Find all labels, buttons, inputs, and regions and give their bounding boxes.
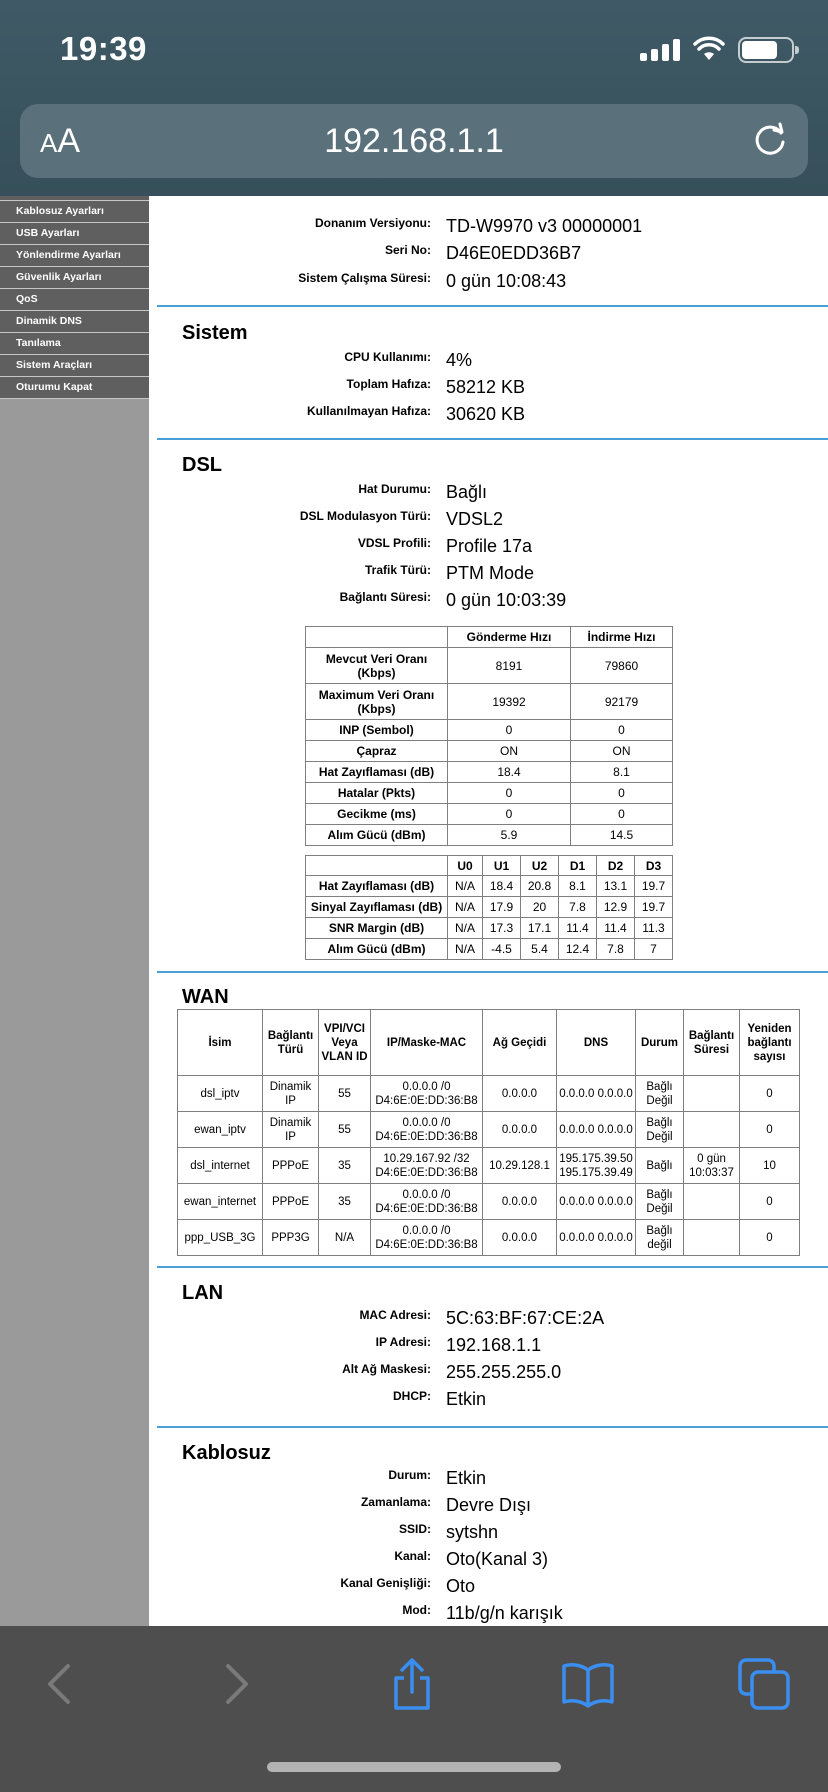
table-cell: 20.8 bbox=[521, 876, 559, 897]
tabs-icon[interactable] bbox=[734, 1654, 794, 1714]
dsl-bands-table bbox=[305, 855, 673, 960]
row-header: INP (Sembol) bbox=[306, 720, 448, 741]
system-row-cpu bbox=[149, 350, 828, 376]
table-cell: 10 bbox=[740, 1148, 800, 1184]
table-cell: N/A bbox=[448, 918, 483, 939]
table-cell: 8.1 bbox=[571, 762, 673, 783]
table-header: U1 bbox=[483, 856, 521, 876]
section-divider bbox=[157, 305, 828, 307]
table-cell: ewan_iptv bbox=[178, 1112, 263, 1148]
table-cell: 0.0.0.0 /0 D4:6E:0E:DD:36:B8 bbox=[371, 1076, 483, 1112]
row-header: Maximum Veri Oranı (Kbps) bbox=[306, 684, 448, 720]
table-cell: 17.3 bbox=[483, 918, 521, 939]
row-value: Oto bbox=[446, 1576, 476, 1596]
row-header: Hatalar (Pkts) bbox=[306, 783, 448, 804]
wireless-row-schedule bbox=[149, 1495, 828, 1521]
bookmarks-icon[interactable] bbox=[558, 1654, 618, 1714]
table-cell: 12.4 bbox=[559, 939, 597, 960]
table-cell: 19.7 bbox=[635, 876, 673, 897]
back-icon[interactable] bbox=[30, 1654, 90, 1714]
table-header: İsim bbox=[178, 1010, 263, 1076]
row-value: 192.168.1.1 bbox=[446, 1335, 542, 1355]
table-cell: 0.0.0.0 bbox=[483, 1220, 557, 1256]
sidebar-item-usb[interactable]: USB Ayarları bbox=[0, 223, 149, 245]
table-row bbox=[306, 783, 673, 804]
section-divider bbox=[157, 971, 828, 973]
table-cell bbox=[684, 1184, 740, 1220]
forward-icon[interactable] bbox=[206, 1654, 266, 1714]
table-cell: 0 bbox=[740, 1112, 800, 1148]
row-value: Profile 17a bbox=[446, 536, 533, 556]
table-cell: 7 bbox=[635, 939, 673, 960]
table-row bbox=[306, 918, 673, 939]
table-cell: Bağlı değil bbox=[636, 1220, 684, 1256]
table-cell: 0.0.0.0 /0 D4:6E:0E:DD:36:B8 bbox=[371, 1184, 483, 1220]
table-cell: 0 bbox=[740, 1076, 800, 1112]
row-header: Hat Zayıflaması (dB) bbox=[306, 876, 448, 897]
row-header: Mevcut Veri Oranı (Kbps) bbox=[306, 648, 448, 684]
row-value: Etkin bbox=[446, 1389, 487, 1409]
table-cell: 12.9 bbox=[597, 897, 635, 918]
table-header: DNS bbox=[557, 1010, 636, 1076]
row-value: Etkin bbox=[446, 1468, 487, 1488]
row-label: Trafik Türü: bbox=[364, 563, 431, 577]
row-value: D46E0EDD36B7 bbox=[446, 243, 582, 263]
row-label: Durum: bbox=[388, 1468, 431, 1482]
table-cell: 5.9 bbox=[448, 825, 571, 846]
table-cell: 5.4 bbox=[521, 939, 559, 960]
table-cell: 0 bbox=[740, 1184, 800, 1220]
text-size-button[interactable]: AA bbox=[40, 122, 81, 160]
row-value: Bağlı bbox=[446, 482, 488, 502]
table-cell: 0 gün 10:03:37 bbox=[684, 1148, 740, 1184]
table-cell: 17.1 bbox=[521, 918, 559, 939]
table-cell: 13.1 bbox=[597, 876, 635, 897]
row-header: Gecikme (ms) bbox=[306, 804, 448, 825]
section-divider bbox=[157, 438, 828, 440]
row-value: 255.255.255.0 bbox=[446, 1362, 562, 1382]
row-value: Devre Dışı bbox=[446, 1495, 532, 1515]
section-divider bbox=[157, 1426, 828, 1428]
row-label: MAC Adresi: bbox=[359, 1308, 431, 1322]
row-value: 5C:63:BF:67:CE:2A bbox=[446, 1308, 605, 1328]
url-text[interactable]: 192.168.1.1 bbox=[324, 122, 504, 160]
row-header: Çapraz bbox=[306, 741, 448, 762]
table-cell bbox=[684, 1076, 740, 1112]
row-value: 58212 KB bbox=[446, 377, 526, 397]
table-cell: 92179 bbox=[571, 684, 673, 720]
table-cell: dsl_iptv bbox=[178, 1076, 263, 1112]
table-cell: Bağlı Değil bbox=[636, 1184, 684, 1220]
dsl-row-line-status bbox=[149, 482, 828, 508]
system-row-total-memory bbox=[149, 377, 828, 403]
row-header: Alım Gücü (dBm) bbox=[306, 825, 448, 846]
table-header: Yeniden bağlantı sayısı bbox=[740, 1010, 800, 1076]
table-header: Gönderme Hızı bbox=[448, 627, 571, 648]
wireless-row-channel-width bbox=[149, 1576, 828, 1602]
table-row bbox=[306, 939, 673, 960]
lan-row-subnet bbox=[149, 1362, 828, 1388]
table-cell: ON bbox=[571, 741, 673, 762]
table-header: Bağlantı Süresi bbox=[684, 1010, 740, 1076]
reload-icon[interactable] bbox=[750, 120, 790, 160]
section-divider bbox=[157, 1266, 828, 1268]
sidebar-item-qos[interactable]: QoS bbox=[0, 289, 149, 311]
table-cell: PPPoE bbox=[263, 1184, 319, 1220]
table-cell: 55 bbox=[319, 1076, 371, 1112]
row-label: Kanal Genişliği: bbox=[340, 1576, 431, 1590]
table-cell: 19.7 bbox=[635, 897, 673, 918]
device-row-serial bbox=[149, 243, 828, 269]
table-row bbox=[306, 897, 673, 918]
dsl-row-duration bbox=[149, 590, 828, 616]
lan-row-ip bbox=[149, 1335, 828, 1361]
row-header: Alım Gücü (dBm) bbox=[306, 939, 448, 960]
status-time: 19:39 bbox=[60, 30, 147, 67]
row-value: 11b/g/n karışık bbox=[446, 1603, 563, 1623]
sidebar-item-diagnostics[interactable]: Tanılama bbox=[0, 333, 149, 355]
table-cell: 0.0.0.0 bbox=[483, 1076, 557, 1112]
share-icon[interactable] bbox=[382, 1654, 442, 1714]
table-cell: 0 bbox=[740, 1220, 800, 1256]
table-row bbox=[178, 1148, 800, 1184]
table-cell: 11.3 bbox=[635, 918, 673, 939]
table-header: VPI/VCI Veya VLAN ID bbox=[319, 1010, 371, 1076]
table-cell: PPPoE bbox=[263, 1148, 319, 1184]
table-cell: 7.8 bbox=[559, 897, 597, 918]
table-row bbox=[306, 876, 673, 897]
table-cell: 195.175.39.50 195.175.39.49 bbox=[557, 1148, 636, 1184]
dsl-stats-table bbox=[305, 626, 673, 846]
table-cell: ewan_internet bbox=[178, 1184, 263, 1220]
table-cell: ON bbox=[448, 741, 571, 762]
table-cell: 18.4 bbox=[448, 762, 571, 783]
sidebar-item-ddns[interactable]: Dinamik DNS bbox=[0, 311, 149, 333]
row-label: Mod: bbox=[402, 1603, 431, 1617]
table-row bbox=[306, 762, 673, 783]
row-label: Kanal: bbox=[394, 1549, 431, 1563]
table-cell: 0.0.0.0 /0 D4:6E:0E:DD:36:B8 bbox=[371, 1112, 483, 1148]
sidebar-item-wireless[interactable]: Kablosuz Ayarları bbox=[0, 201, 149, 223]
sidebar-item-security[interactable]: Güvenlik Ayarları bbox=[0, 267, 149, 289]
table-cell: 0.0.0.0 0.0.0.0 bbox=[557, 1112, 636, 1148]
table-cell: 8.1 bbox=[559, 876, 597, 897]
row-label: VDSL Profili: bbox=[357, 536, 431, 550]
table-row bbox=[306, 804, 673, 825]
address-bar[interactable] bbox=[20, 104, 808, 178]
table-header: D1 bbox=[559, 856, 597, 876]
row-header: Sinyal Zayıflaması (dB) bbox=[306, 897, 448, 918]
row-value: VDSL2 bbox=[446, 509, 504, 529]
table-cell: 10.29.167.92 /32 D4:6E:0E:DD:36:B8 bbox=[371, 1148, 483, 1184]
table-row bbox=[306, 648, 673, 684]
row-label: DSL Modulasyon Türü: bbox=[299, 509, 431, 523]
table-header bbox=[306, 627, 448, 648]
row-value: 4% bbox=[446, 350, 473, 370]
table-cell: 8191 bbox=[448, 648, 571, 684]
table-header bbox=[306, 856, 448, 876]
row-value: 0 gün 10:03:39 bbox=[446, 590, 567, 610]
row-label: Toplam Hafıza: bbox=[346, 377, 431, 391]
table-cell: N/A bbox=[448, 939, 483, 960]
row-label: Sistem Çalışma Süresi: bbox=[298, 271, 431, 285]
row-label: Seri No: bbox=[384, 243, 431, 257]
device-row-uptime bbox=[149, 271, 828, 297]
wireless-row-channel bbox=[149, 1549, 828, 1575]
wireless-row-status bbox=[149, 1468, 828, 1494]
row-value: Oto(Kanal 3) bbox=[446, 1549, 549, 1569]
table-cell: 35 bbox=[319, 1184, 371, 1220]
table-row bbox=[306, 825, 673, 846]
row-label: Hat Durumu: bbox=[358, 482, 431, 496]
browser-top-bar bbox=[0, 0, 828, 196]
table-cell: 11.4 bbox=[559, 918, 597, 939]
status-page-content bbox=[149, 186, 828, 1626]
status-icons bbox=[640, 37, 794, 63]
table-cell: 11.4 bbox=[597, 918, 635, 939]
row-value: TD-W9970 v3 00000001 bbox=[446, 216, 643, 236]
dsl-row-traffic bbox=[149, 563, 828, 589]
row-value: 30620 KB bbox=[446, 404, 526, 424]
table-cell: PPP3G bbox=[263, 1220, 319, 1256]
section-title-dsl: DSL bbox=[182, 454, 222, 476]
section-title-wan: WAN bbox=[182, 986, 229, 1008]
wifi-icon bbox=[694, 38, 724, 62]
row-header: Hat Zayıflaması (dB) bbox=[306, 762, 448, 783]
table-row bbox=[306, 684, 673, 720]
table-cell: 0 bbox=[571, 720, 673, 741]
table-cell: dsl_internet bbox=[178, 1148, 263, 1184]
table-header: IP/Maske-MAC bbox=[371, 1010, 483, 1076]
row-label: Zamanlama: bbox=[360, 1495, 431, 1509]
table-cell: 7.8 bbox=[597, 939, 635, 960]
section-title-lan: LAN bbox=[182, 1282, 224, 1304]
table-cell: 19392 bbox=[448, 684, 571, 720]
dsl-row-profile bbox=[149, 536, 828, 562]
table-row bbox=[178, 1112, 800, 1148]
table-cell: 17.9 bbox=[483, 897, 521, 918]
section-title-wireless: Kablosuz bbox=[182, 1442, 271, 1464]
table-cell: 0.0.0.0 0.0.0.0 bbox=[557, 1220, 636, 1256]
row-value: sytshn bbox=[446, 1522, 499, 1542]
row-label: DHCP: bbox=[393, 1389, 431, 1403]
table-cell: 0 bbox=[571, 783, 673, 804]
table-cell: N/A bbox=[448, 876, 483, 897]
table-row bbox=[178, 1184, 800, 1220]
table-cell: 0.0.0.0 0.0.0.0 bbox=[557, 1076, 636, 1112]
lan-row-dhcp bbox=[149, 1389, 828, 1415]
sidebar-item-routing[interactable]: Yönlendirme Ayarları bbox=[0, 245, 149, 267]
table-header: D3 bbox=[635, 856, 673, 876]
table-cell: 0 bbox=[448, 720, 571, 741]
table-cell: 0.0.0.0 /0 D4:6E:0E:DD:36:B8 bbox=[371, 1220, 483, 1256]
table-cell: 10.29.128.1 bbox=[483, 1148, 557, 1184]
table-header: U2 bbox=[521, 856, 559, 876]
battery-icon bbox=[738, 37, 794, 63]
wan-table bbox=[177, 1009, 800, 1256]
row-label: CPU Kullanımı: bbox=[344, 350, 431, 364]
table-cell: 18.4 bbox=[483, 876, 521, 897]
system-row-free-memory bbox=[149, 404, 828, 430]
table-cell: Bağlı bbox=[636, 1148, 684, 1184]
table-row bbox=[178, 1220, 800, 1256]
home-indicator[interactable] bbox=[267, 1762, 561, 1772]
table-cell: 14.5 bbox=[571, 825, 673, 846]
table-cell bbox=[684, 1220, 740, 1256]
table-row bbox=[306, 720, 673, 741]
device-row-hardware bbox=[149, 216, 828, 242]
table-header: Ağ Geçidi bbox=[483, 1010, 557, 1076]
section-title-system: Sistem bbox=[182, 322, 248, 344]
table-cell: 79860 bbox=[571, 648, 673, 684]
table-cell: -4.5 bbox=[483, 939, 521, 960]
table-cell: 0.0.0.0 0.0.0.0 bbox=[557, 1184, 636, 1220]
table-cell: Dinamik IP bbox=[263, 1076, 319, 1112]
table-header: İndirme Hızı bbox=[571, 627, 673, 648]
row-header: SNR Margin (dB) bbox=[306, 918, 448, 939]
table-cell: 35 bbox=[319, 1148, 371, 1184]
table-header: D2 bbox=[597, 856, 635, 876]
table-cell: 0 bbox=[448, 804, 571, 825]
row-label: Donanım Versiyonu: bbox=[314, 216, 431, 230]
row-value: 0 gün 10:08:43 bbox=[446, 271, 567, 291]
table-cell: 0.0.0.0 bbox=[483, 1112, 557, 1148]
table-cell: 0 bbox=[448, 783, 571, 804]
table-cell: N/A bbox=[448, 897, 483, 918]
table-cell: ppp_USB_3G bbox=[178, 1220, 263, 1256]
table-cell: 0 bbox=[571, 804, 673, 825]
row-label: Kullanılmayan Hafıza: bbox=[306, 404, 431, 418]
table-cell: Bağlı Değil bbox=[636, 1076, 684, 1112]
row-label: Bağlantı Süresi: bbox=[339, 590, 431, 604]
table-cell: Bağlı Değil bbox=[636, 1112, 684, 1148]
cellular-signal-icon bbox=[640, 39, 680, 61]
row-label: Alt Ağ Maskesi: bbox=[342, 1362, 431, 1376]
table-row bbox=[178, 1076, 800, 1112]
table-cell bbox=[684, 1112, 740, 1148]
sidebar-item-logout[interactable]: Oturumu Kapat bbox=[0, 377, 149, 399]
row-label: IP Adresi: bbox=[375, 1335, 431, 1349]
lan-row-mac bbox=[149, 1308, 828, 1334]
dsl-row-modulation bbox=[149, 509, 828, 535]
table-header: Durum bbox=[636, 1010, 684, 1076]
table-cell: 55 bbox=[319, 1112, 371, 1148]
table-cell: N/A bbox=[319, 1220, 371, 1256]
table-header: Bağlantı Türü bbox=[263, 1010, 319, 1076]
table-cell: 0.0.0.0 bbox=[483, 1184, 557, 1220]
sidebar-item-system-tools[interactable]: Sistem Araçları bbox=[0, 355, 149, 377]
table-header: U0 bbox=[448, 856, 483, 876]
table-cell: 20 bbox=[521, 897, 559, 918]
table-row bbox=[306, 741, 673, 762]
table-cell: Dinamik IP bbox=[263, 1112, 319, 1148]
router-sidebar bbox=[0, 186, 149, 1626]
row-label: SSID: bbox=[398, 1522, 431, 1536]
row-value: PTM Mode bbox=[446, 563, 535, 583]
wireless-row-ssid bbox=[149, 1522, 828, 1548]
